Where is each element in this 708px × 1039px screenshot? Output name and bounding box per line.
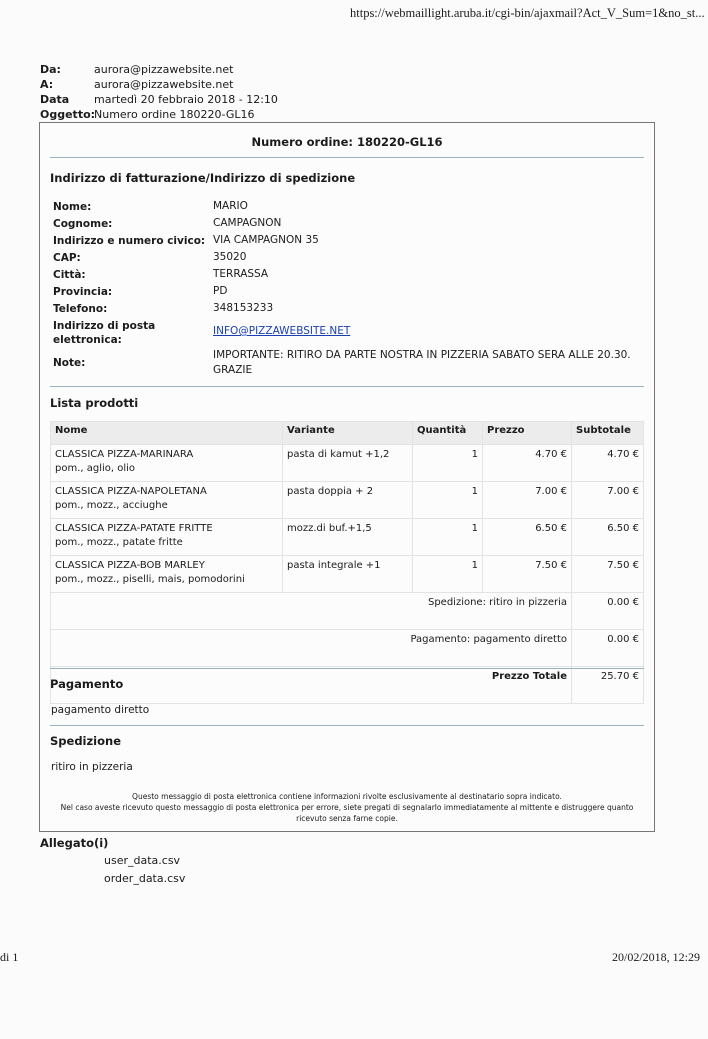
- nome-label: Nome:: [53, 201, 92, 213]
- total-value: 25.70 €: [572, 667, 644, 704]
- from-value: aurora@pizzawebsite.net: [94, 63, 234, 76]
- product-price: 7.50 €: [483, 556, 572, 593]
- table-header-row: [51, 422, 644, 445]
- cap-value: 35020: [213, 251, 247, 263]
- product-variant: pasta doppia + 2: [283, 482, 413, 519]
- total-label: Prezzo Totale: [51, 667, 572, 704]
- citta-value: TERRASSA: [213, 268, 269, 280]
- to-value: aurora@pizzawebsite.net: [94, 78, 234, 91]
- product-cell: [51, 556, 283, 593]
- to-label: A:: [40, 78, 54, 91]
- product-variant: mozz.di buf.+1,5: [283, 519, 413, 556]
- product-name: CLASSICA PIZZA-PATATE FRITTE: [55, 523, 213, 534]
- print-datetime: 20/02/2018, 12:29: [612, 950, 701, 964]
- divider: [50, 668, 644, 669]
- date-value: martedì 20 febbraio 2018 - 12:10: [94, 93, 278, 106]
- col-prezzo: Prezzo: [483, 422, 572, 445]
- product-name: CLASSICA PIZZA-BOB MARLEY: [55, 560, 205, 571]
- email-label: [53, 319, 155, 347]
- indirizzo-value: VIA CAMPAGNON 35: [213, 234, 319, 246]
- shipping-summary-label: Spedizione: ritiro in pizzeria: [51, 593, 572, 630]
- table-row: [51, 519, 644, 556]
- disclaimer-line1: Questo messaggio di posta elettronica contiene informazioni rivolte esclusivamente al destinatario sopra indicato.: [132, 792, 562, 801]
- product-cell: [51, 482, 283, 519]
- disclaimer-line2: Nel caso aveste ricevuto questo messaggio di posta elettronica per errore, siete pregati di segnalarlo immediatamente al mittente e distruggere quanto ricevuto senza farne copie.: [60, 803, 634, 823]
- subject-value: Numero ordine 180220-GL16: [94, 108, 255, 121]
- payment-summary-label: Pagamento: pagamento diretto: [51, 630, 572, 667]
- product-desc: pom., mozz., patate fritte: [55, 537, 183, 548]
- from-row: [40, 63, 234, 76]
- product-cell: [51, 445, 283, 482]
- table-row: [51, 445, 644, 482]
- cognome-value: CAMPAGNON: [213, 217, 282, 229]
- shipping-title: Spedizione: [50, 734, 122, 748]
- email-link[interactable]: INFO@PIZZAWEBSITE.NET: [213, 325, 351, 337]
- shipping-text: ritiro in pizzeria: [51, 761, 133, 773]
- provincia-label: Provincia:: [53, 286, 113, 298]
- to-row: [40, 78, 234, 91]
- email-label-line1: Indirizzo di posta: [53, 320, 156, 332]
- payment-summary-value: 0.00 €: [572, 630, 644, 667]
- total-row: [51, 667, 644, 704]
- subject-label: Oggetto:: [40, 108, 96, 121]
- shipping-summary-value: 0.00 €: [572, 593, 644, 630]
- date-row: [40, 93, 278, 106]
- col-variante: Variante: [283, 422, 413, 445]
- product-qty: 1: [413, 482, 483, 519]
- note-label: Note:: [53, 357, 86, 369]
- product-subtotal: 6.50 €: [572, 519, 644, 556]
- order-box: [39, 122, 655, 832]
- product-variant: pasta di kamut +1,2: [283, 445, 413, 482]
- divider: [50, 386, 644, 387]
- col-subtotale: Subtotale: [572, 422, 644, 445]
- address-title: Indirizzo di fatturazione/Indirizzo di spedizione: [50, 171, 356, 185]
- product-cell: [51, 519, 283, 556]
- products-title: Lista prodotti: [50, 396, 139, 410]
- product-variant: pasta integrale +1: [283, 556, 413, 593]
- note-value: [213, 348, 631, 378]
- products-table: [50, 421, 644, 704]
- indirizzo-label: Indirizzo e numero civico:: [53, 235, 206, 247]
- col-quantita: Quantità: [413, 422, 483, 445]
- date-label: Data: [40, 93, 70, 106]
- product-subtotal: 7.00 €: [572, 482, 644, 519]
- product-desc: pom., mozz., acciughe: [55, 500, 168, 511]
- shipping-summary-row: [51, 593, 644, 630]
- note-line2: GRAZIE: [213, 364, 253, 376]
- product-qty: 1: [413, 519, 483, 556]
- email-label-line2: elettronica:: [53, 334, 122, 346]
- attachment-file[interactable]: user_data.csv: [104, 854, 181, 867]
- col-nome: Nome: [51, 422, 283, 445]
- product-subtotal: 4.70 €: [572, 445, 644, 482]
- cognome-label: Cognome:: [53, 218, 113, 230]
- payment-text: pagamento diretto: [51, 704, 150, 716]
- provincia-value: PD: [213, 285, 228, 297]
- attachment-file[interactable]: order_data.csv: [104, 872, 186, 885]
- note-line1: IMPORTANTE: RITIRO DA PARTE NOSTRA IN PIZZERIA SABATO SERA ALLE 20.30.: [213, 349, 631, 361]
- product-name: CLASSICA PIZZA-NAPOLETANA: [55, 486, 207, 497]
- citta-label: Città:: [53, 269, 86, 281]
- payment-title: Pagamento: [50, 677, 124, 691]
- divider: [50, 157, 644, 158]
- product-price: 6.50 €: [483, 519, 572, 556]
- disclaimer: [50, 791, 644, 824]
- table-row: [51, 556, 644, 593]
- product-qty: 1: [413, 556, 483, 593]
- product-name: CLASSICA PIZZA-MARINARA: [55, 449, 194, 460]
- divider: [50, 725, 644, 726]
- from-label: Da:: [40, 63, 61, 76]
- product-price: 7.00 €: [483, 482, 572, 519]
- subject-row: [40, 108, 255, 121]
- product-qty: 1: [413, 445, 483, 482]
- payment-summary-row: [51, 630, 644, 667]
- attachments-label: Allegato(i): [40, 836, 109, 850]
- page-url: https://webmaillight.aruba.it/cgi-bin/ajaxmail?Act_V_Sum=1&no_st...: [350, 6, 705, 20]
- product-price: 4.70 €: [483, 445, 572, 482]
- product-subtotal: 7.50 €: [572, 556, 644, 593]
- telefono-value: 348153233: [213, 302, 274, 314]
- page-number: di 1: [0, 950, 19, 964]
- telefono-label: Telefono:: [53, 303, 108, 315]
- product-desc: pom., aglio, olio: [55, 463, 136, 474]
- nome-value: MARIO: [213, 200, 248, 212]
- table-row: [51, 482, 644, 519]
- product-desc: pom., mozz., piselli, mais, pomodorini: [55, 574, 245, 585]
- cap-label: CAP:: [53, 252, 81, 264]
- order-title: Numero ordine: 180220-GL16: [251, 135, 443, 149]
